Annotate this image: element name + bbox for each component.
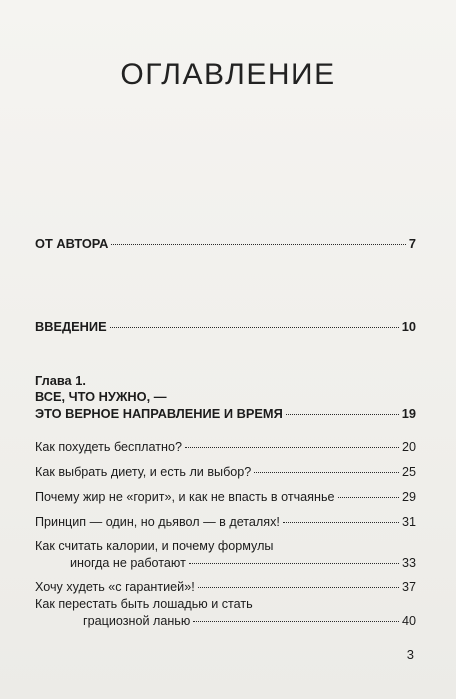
toc-entry-page: 37 (401, 580, 416, 594)
toc-entry (35, 440, 416, 455)
chapter-number: Глава 1. (35, 373, 86, 388)
toc-entry (83, 614, 416, 629)
dot-leader (189, 563, 399, 564)
toc-entry (70, 556, 416, 571)
chapter-title-line: ВСЕ, ЧТО НУЖНО, — (35, 389, 167, 404)
dot-leader (254, 472, 399, 473)
dot-leader (283, 522, 399, 523)
page-number: 3 (406, 647, 414, 662)
toc-entry-label: грациозной ланью (83, 614, 191, 628)
toc-entry-from-author (35, 236, 416, 251)
toc-entry-page: 40 (401, 614, 416, 628)
dot-leader (286, 414, 399, 415)
toc-entry (35, 490, 416, 505)
toc-entry-chapter-1 (35, 406, 416, 421)
page-title: ОГЛАВЛЕНИЕ (120, 58, 336, 91)
toc-entry-page: 33 (401, 556, 416, 570)
toc-entry-page: 7 (408, 236, 416, 251)
toc-entry-label: ОТ АВТОРА (35, 236, 109, 251)
toc-entry-label: ВВЕДЕНИЕ (35, 319, 107, 334)
toc-entry-label: ЭТО ВЕРНОЕ НАПРАВЛЕНИЕ И ВРЕМЯ (35, 406, 283, 421)
dot-leader (111, 244, 405, 245)
toc-entry-label: Принцип — один, но дьявол — в деталях! (35, 515, 280, 529)
toc-entry-line: Как считать калории, и почему формулы (35, 539, 274, 553)
dot-leader (110, 327, 399, 328)
dot-leader (193, 621, 399, 622)
toc-entry-line: Как перестать быть лошадью и стать (35, 597, 253, 611)
dot-leader (185, 447, 399, 448)
dot-leader (338, 497, 399, 498)
toc-entry-page: 25 (401, 465, 416, 479)
toc-entry (35, 515, 416, 530)
toc-entry-label: Как выбрать диету, и есть ли выбор? (35, 465, 252, 479)
dot-leader (198, 587, 399, 588)
toc-entry-label: иногда не работают (70, 556, 186, 570)
toc-entry-page: 19 (401, 406, 416, 421)
toc-entry-label: Почему жир не «горит», и как не впасть в отчаянье (35, 490, 335, 504)
toc-entry-page: 29 (401, 490, 416, 504)
toc-entry (35, 580, 416, 595)
toc-entry-page: 10 (401, 319, 416, 334)
toc-entry-page: 31 (401, 515, 416, 529)
toc-entry (35, 465, 416, 480)
toc-entry-introduction (35, 319, 416, 334)
toc-entry-page: 20 (401, 440, 416, 454)
toc-entry-label: Как похудеть бесплатно? (35, 440, 182, 454)
toc-entry-label: Хочу худеть «с гарантией»! (35, 580, 195, 594)
